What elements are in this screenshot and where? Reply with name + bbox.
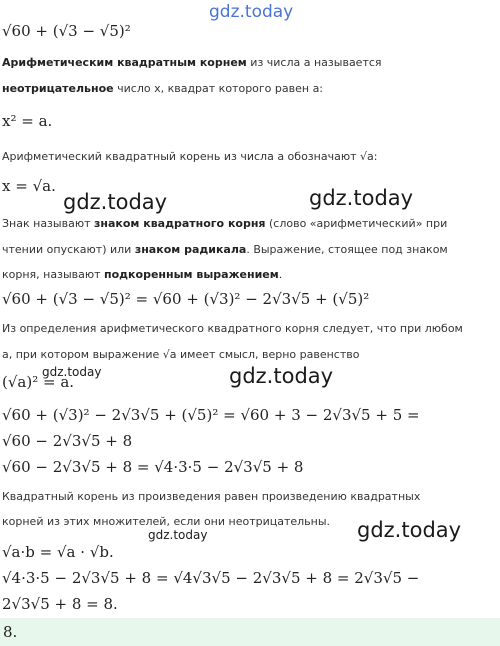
expansion-line: √60 + (√3 − √5)² = √60 + (√3)² − 2√3√5 + (√5)² (2, 290, 370, 308)
watermark-mid-1: gdz.today (63, 190, 168, 214)
radical-sign-line-3 (2, 268, 282, 281)
definition-text: из числа a называется (246, 56, 382, 69)
formula-product-rule: √a·b = √a · √b. (2, 543, 114, 561)
calc-line-4: √4·3·5 − 2√3√5 + 8 = √4√3√5 − 2√3√5 + 8 = 2√3√5 − (2, 569, 420, 587)
watermark-mid-2: gdz.today (309, 186, 414, 210)
text: Знак называют (2, 217, 94, 230)
term-root-sign: знаком квадратного корня (93, 217, 266, 230)
term-radical-sign: знаком радикала (134, 243, 247, 256)
product-rule-line-1: Квадратный корень из произведения равен произведению квадратных (2, 490, 421, 503)
term-nonnegative: неотрицательное (2, 82, 114, 95)
radical-sign-line-2 (2, 243, 448, 256)
watermark-small-1: gdz.today (42, 365, 102, 379)
term-radicand: подкоренным выражением (104, 268, 279, 281)
text: чтении опускают) или (2, 243, 135, 256)
calc-line-2: √60 − 2√3√5 + 8 (2, 432, 133, 450)
expression-line-1: √60 + (√3 − √5)² (2, 22, 131, 40)
answer-value: 8. (3, 623, 18, 641)
definition-line-1 (2, 56, 382, 69)
definition-line-2 (2, 82, 323, 95)
text: . Выражение, стоящее под знаком (246, 243, 448, 256)
notation-line: Арифметический квадратный корень из числа a обозначают √a: (2, 150, 378, 163)
formula-x-squared: x² = a. (2, 112, 53, 130)
watermark-small-2: gdz.today (148, 528, 208, 542)
watermark-mid-3: gdz.today (229, 364, 334, 388)
watermark-right: gdz.today (357, 518, 462, 542)
text: корня, называют (2, 268, 105, 281)
property-line-2: a, при котором выражение √a имеет смысл, верно равенство (2, 348, 360, 361)
calc-line-1: √60 + (√3)² − 2√3√5 + (√5)² = √60 + 3 − 2√3√5 + 5 = (2, 406, 420, 424)
text: . (278, 268, 283, 281)
definition-text: число x, квадрат которого равен a: (113, 82, 324, 95)
formula-x-root: x = √a. (2, 177, 56, 195)
term-arithmetic-root: Арифметическим квадратным корнем (2, 56, 247, 69)
calc-line-3: √60 − 2√3√5 + 8 = √4·3·5 − 2√3√5 + 8 (2, 458, 304, 476)
radical-sign-line-1 (2, 217, 447, 230)
text: (слово «арифметический» при (265, 217, 448, 230)
watermark-top: gdz.today (209, 2, 294, 22)
property-line-1: Из определения арифметического квадратного корня следует, что при любом (2, 322, 463, 335)
formula-root-squared: (√a)² = a. (2, 373, 75, 391)
product-rule-line-2: корней из этих множителей, если они неотрицательны. (2, 515, 331, 528)
answer-box (0, 618, 500, 646)
calc-line-5: 2√3√5 + 8 = 8. (2, 595, 118, 613)
